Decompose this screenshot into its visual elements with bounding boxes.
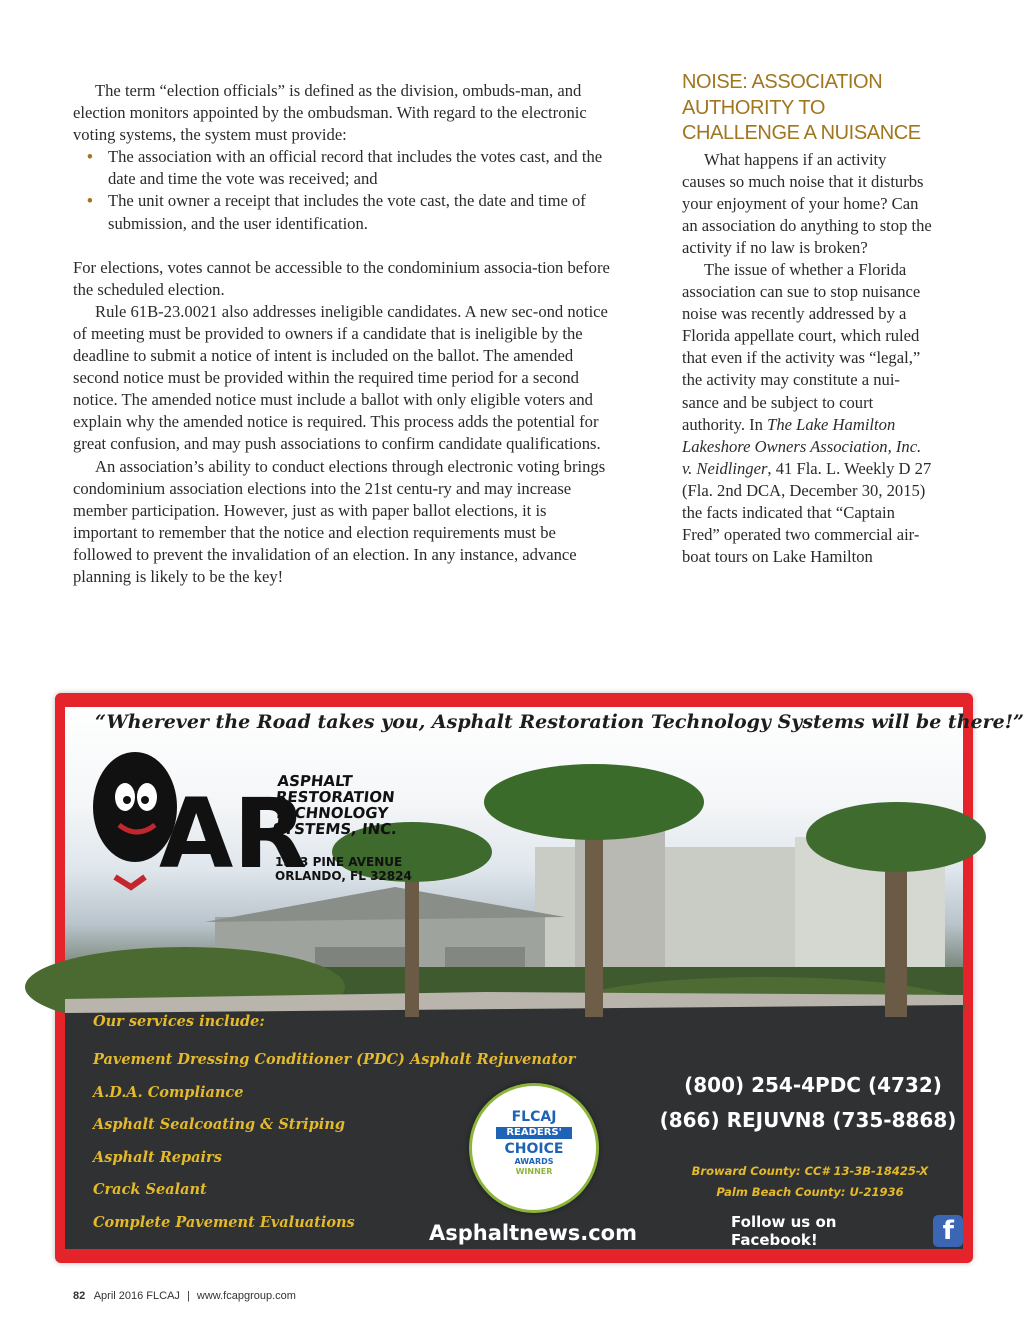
- heading-line: AUTHORITY TO: [682, 96, 826, 119]
- logo-mark-text: AR: [159, 778, 308, 890]
- bullet-icon: •: [87, 191, 93, 211]
- badge-line: READERS': [496, 1127, 572, 1139]
- license-line: Broward County: CC# 13-3B-18425-X: [691, 1164, 929, 1178]
- list-item-text: The association with an official record that includes the votes cast, and the date and time the vote was received; and: [108, 147, 603, 189]
- readers-choice-badge: [469, 1083, 599, 1213]
- ad-slogan: “Wherever the Road takes you, Asphalt Restoration Technology Systems will be there!”: [95, 711, 1024, 733]
- right-column: [682, 70, 932, 568]
- advertisement: [55, 693, 1024, 1263]
- paragraph-text: The issue of whether a Florida association can sue to stop nuisance noise was recently addressed by a Florida appellate court, which ruled that even if the activity was “legal,” the activity may constitute a nui-sance and be subject to court authority. In: [682, 259, 921, 434]
- ad-licenses: [675, 1161, 945, 1203]
- page-number: 82: [73, 1290, 86, 1302]
- service-item: Complete Pavement Evaluations: [93, 1213, 355, 1231]
- facebook-icon: f: [933, 1215, 963, 1247]
- company-name-line: RESTORATION: [274, 788, 396, 806]
- facebook-text: Follow us on Facebook!: [731, 1213, 837, 1249]
- page-footer: [73, 1290, 296, 1302]
- case-name: The Lake Hamilton Lakeshore Owners Association, Inc. v. Neidlinger: [682, 414, 922, 478]
- address-line: ORLANDO, FL 32824: [275, 869, 412, 883]
- company-name-line: ASPHALT: [276, 772, 354, 790]
- list-item: [87, 146, 615, 190]
- paragraph: Rule 61B-23.0021 also addresses ineligible candidates. A new sec-ond notice of meeting must be provided to owners if a candidate that is ineligible by the deadline to submit a notice of intent is included on the ballot. The amended second notice must be provided within the required time period for a second notice. The amended notice must include a ballot with only eligible voters and explain why the amended notice is required. This process adds the potential for great confusion, and may push associations to confirm candidate qualifications.: [73, 301, 608, 454]
- paragraph: An association’s ability to conduct elections through electronic voting brings condominium association elections into the 21st centu-ry and may increase member participation. However, just as with paper ballot elections, it is important to remember that the notice and election requirements must be followed to prevent the invalidation of an election. In any instance, advance planning is likely to be the key!: [73, 456, 606, 586]
- paragraph: For elections, votes cannot be accessible to the condominium associa-tion before the scheduled election.: [73, 257, 610, 299]
- logo-mark-icon: [75, 727, 308, 897]
- spacer: [73, 235, 615, 257]
- footer-url: www.fcapgroup.com: [196, 1290, 296, 1302]
- badge-line: FLCAJ: [511, 1109, 557, 1125]
- paragraph: What happens if an activity causes so much noise that it disturbs your enjoyment of your home? Can an association do anything to stop the activity if no law is broken?: [682, 149, 932, 257]
- service-item: A.D.A. Compliance: [93, 1083, 244, 1101]
- paragraph-text: , 41 Fla. L. Weekly D 27 (Fla. 2nd DCA, December 30, 2015) the facts indicated that “Captain Fred” operated two commercial air-boat tours on Lake Hamilton: [682, 458, 932, 567]
- badge-text: [472, 1110, 596, 1177]
- service-item: Asphalt Sealcoating & Striping: [93, 1116, 345, 1134]
- bullet-icon: •: [87, 147, 93, 167]
- ad-photo-panel: [65, 707, 1024, 1249]
- paragraph: [682, 259, 932, 568]
- facebook-callout: [731, 1213, 963, 1249]
- company-name-line: SYSTEMS, INC.: [271, 820, 398, 838]
- badge-line: CHOICE: [504, 1141, 564, 1157]
- badge-line: WINNER: [515, 1167, 553, 1176]
- ad-phone-numbers: [659, 1073, 963, 1132]
- service-item: Crack Sealant: [93, 1181, 207, 1199]
- service-item: Asphalt Repairs: [93, 1148, 222, 1166]
- company-name-line: TECHNOLOGY: [273, 804, 390, 822]
- bullet-list: [73, 146, 615, 234]
- company-address: [275, 855, 435, 883]
- services-heading: Our services include:: [93, 1013, 265, 1030]
- license-line: Palm Beach County: U-21936: [716, 1185, 904, 1199]
- list-item-text: The unit owner a receipt that includes the vote cast, the date and time of submission, and the user identification.: [108, 191, 586, 233]
- left-column: [73, 80, 615, 588]
- ad-website: Asphaltnews.com: [429, 1221, 637, 1245]
- phone-number: (866) REJUVN8 (735-8868): [659, 1108, 957, 1132]
- section-heading: [682, 70, 932, 147]
- phone-number: (800) 254-4PDC (4732): [684, 1073, 942, 1097]
- address-line: 1523 PINE AVENUE: [275, 855, 403, 869]
- list-item: [87, 190, 615, 234]
- service-item: Pavement Dressing Conditioner (PDC) Asphalt Rejuvenator: [93, 1051, 576, 1068]
- issue-label: April 2016 FLCAJ: [93, 1290, 180, 1302]
- footer-separator: |: [186, 1290, 190, 1302]
- company-name: [272, 773, 439, 837]
- paragraph: The term “election officials” is defined as the division, ombuds-man, and election monitors appointed by the ombudsman. With regard to the electronic voting systems, the system must provide:: [73, 81, 587, 145]
- badge-line: AWARDS: [514, 1157, 554, 1166]
- heading-line: NOISE: ASSOCIATION: [682, 71, 883, 93]
- heading-line: CHALLENGE A NUISANCE: [682, 122, 921, 144]
- company-logo: [75, 727, 415, 897]
